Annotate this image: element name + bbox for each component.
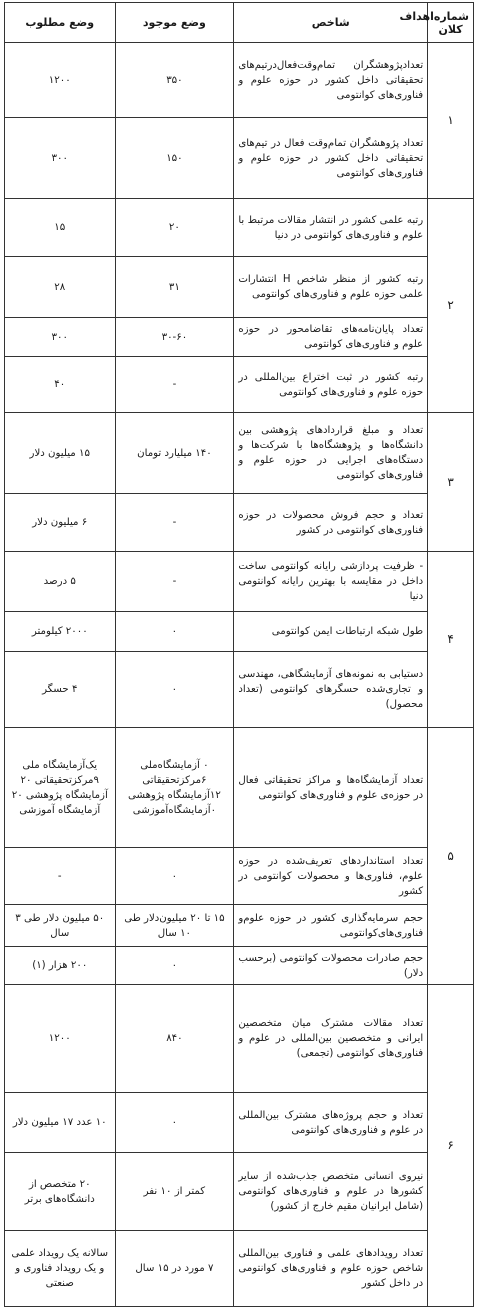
current-status-cell: - [115, 357, 234, 413]
indicator-cell: حجم صادرات محصولات کوانتومی (برحسب دلار) [234, 947, 428, 985]
current-status-cell: - [115, 552, 234, 612]
target-status-cell: ۵ درصد [5, 552, 116, 612]
current-status-cell: ۰ [115, 848, 234, 905]
current-status-cell: ۳۰-۶۰ [115, 318, 234, 357]
table-row [5, 199, 474, 257]
table-row [5, 43, 474, 118]
target-status-cell: ۲۸ [5, 257, 116, 318]
table-row [5, 118, 474, 199]
indicator-cell: تعداد پایان‌نامه‌های تقاضامحور در حوزه علوم و فناوری‌های کوانتومی [234, 318, 428, 357]
table-row [5, 985, 474, 1093]
table-row [5, 947, 474, 985]
target-status-cell: یک‌آزمایشگاه ملی ۹مرکزتحقیقاتی ۲۰ آزمایشگاه پژوهشی ۲۰ آزمایشگاه آموزشی [5, 728, 116, 848]
table-row [5, 318, 474, 357]
table-row [5, 357, 474, 413]
current-status-cell: ۰ آزمایشگاه‌ملی ۶مرکزتحقیقاتی ۱۲آزمایشگاه پژوهشی ۰آزمایشگاه‌آموزشی [115, 728, 234, 848]
header-indicator: شاخص [234, 3, 428, 43]
target-status-cell: ۳۰۰ [5, 318, 116, 357]
current-status-cell: ۰ [115, 612, 234, 652]
target-status-cell: ۳۰۰ [5, 118, 116, 199]
indicator-cell: تعداد استانداردهای تعریف‌شده در حوزه علوم، فناوری‌ها و محصولات کوانتومی در کشور [234, 848, 428, 905]
current-status-cell: ۸۴۰ [115, 985, 234, 1093]
indicator-cell: تعداد و حجم پروژه‌های مشترک بین‌المللی در علوم و فناوری‌های کوانتومی [234, 1093, 428, 1153]
target-status-cell: سالانه یک رویداد علمی و یک رویداد فناوری و صنعتی [5, 1231, 116, 1307]
goals-indicators-table [4, 2, 474, 1307]
goal-number: ۴ [428, 552, 474, 728]
current-status-cell: کمتر از ۱۰ نفر [115, 1153, 234, 1231]
header-row [5, 3, 474, 43]
table-row [5, 905, 474, 947]
table-row [5, 728, 474, 848]
target-status-cell: ۶ میلیون دلار [5, 494, 116, 552]
goal-number: ۲ [428, 199, 474, 413]
indicator-cell: رتبه کشور از منظر شاخص H انتشارات علمی حوزه علوم و فناوری‌های کوانتومی [234, 257, 428, 318]
current-status-cell: ۱۵ تا ۲۰ میلیون‌دلار طی ۱۰ سال [115, 905, 234, 947]
table-row [5, 612, 474, 652]
table-row [5, 413, 474, 494]
table-row [5, 1153, 474, 1231]
goal-number: ۱ [428, 43, 474, 199]
indicator-cell: دستیابی به نمونه‌های آزمایشگاهی، مهندسی و تجاری‌شده حسگرهای کوانتومی (تعداد محصول) [234, 652, 428, 728]
indicator-cell: تعداد و حجم فروش محصولات در حوزه فناوری‌های کوانتومی در کشور [234, 494, 428, 552]
table-row [5, 1093, 474, 1153]
indicator-cell: طول شبکه ارتباطات ایمن کوانتومی [234, 612, 428, 652]
current-status-cell: ۰ [115, 947, 234, 985]
table-row [5, 552, 474, 612]
table-row [5, 848, 474, 905]
indicator-cell: رتبه علمی کشور در انتشار مقالات مرتبط با علوم و فناوری‌های کوانتومی در دنیا [234, 199, 428, 257]
current-status-cell: ۱۴۰ میلیارد تومان [115, 413, 234, 494]
indicator-cell: رتبه کشور در ثبت اختراع بین‌المللی در حوزه علوم و فناوری‌های کوانتومی [234, 357, 428, 413]
header-goal-number: شماره‌اهداف کلان [428, 3, 474, 43]
table-row [5, 257, 474, 318]
current-status-cell: ۲۰ [115, 199, 234, 257]
current-status-cell: ۷ مورد در ۱۵ سال [115, 1231, 234, 1307]
target-status-cell: ۲۰۰ هزار (۱) [5, 947, 116, 985]
target-status-cell: ۱۲۰۰ [5, 43, 116, 118]
target-status-cell: ۱۵ میلیون دلار [5, 413, 116, 494]
goal-number: ۳ [428, 413, 474, 552]
indicator-cell: نیروی انسانی متخصص جذب‌شده از سایر کشورها در علوم و فناوری‌های کوانتومی (شامل ایرانیان مقیم خارج از کشور) [234, 1153, 428, 1231]
goal-number: ۶ [428, 985, 474, 1307]
target-status-cell: ۵۰ میلیون دلار طی ۳ سال [5, 905, 116, 947]
indicator-cell: تعداد آزمایشگاه‌ها و مراکز تحقیقاتی فعال در حوزه‌ی علوم و فناوری‌های کوانتومی [234, 728, 428, 848]
goal-number: ۵ [428, 728, 474, 985]
goals-indicators-table-page [4, 2, 474, 1289]
target-status-cell: - [5, 848, 116, 905]
current-status-cell: ۰ [115, 652, 234, 728]
indicator-cell: تعدادپژوهشگران تمام‌وقت‌فعال‌درتیم‌های تحقیقاتی داخل کشور در حوزه علوم و فناوری‌های کوانتومی [234, 43, 428, 118]
current-status-cell: ۰ [115, 1093, 234, 1153]
current-status-cell: ۳۱ [115, 257, 234, 318]
current-status-cell: ۳۵۰ [115, 43, 234, 118]
table-row [5, 1231, 474, 1307]
table-row [5, 494, 474, 552]
target-status-cell: ۱۵ [5, 199, 116, 257]
current-status-cell: ۱۵۰ [115, 118, 234, 199]
table-row [5, 652, 474, 728]
indicator-cell: حجم سرمایه‌گذاری کشور در حوزه علوم‌و فناوری‌های‌کوانتومی [234, 905, 428, 947]
target-status-cell: ۱۲۰۰ [5, 985, 116, 1093]
target-status-cell: ۱۰ عدد ۱۷ میلیون دلار [5, 1093, 116, 1153]
indicator-cell: تعداد مقالات مشترک میان متخصصین ایرانی و متخصصین بین‌المللی در علوم و فناوری‌های کوانتومی (تجمعی) [234, 985, 428, 1093]
target-status-cell: ۴۰ [5, 357, 116, 413]
current-status-cell: - [115, 494, 234, 552]
indicator-cell: تعداد رویدادهای علمی و فناوری بین‌المللی شاخص حوزه علوم و فناوری‌های کوانتومی در داخل کشور [234, 1231, 428, 1307]
target-status-cell: ۴ حسگر [5, 652, 116, 728]
target-status-cell: ۲۰۰۰ کیلومتر [5, 612, 116, 652]
indicator-cell: تعداد و مبلغ قراردادهای پژوهشی بین دانشگاه‌ها و پژوهشگاه‌ها با شرکت‌ها و دستگاه‌های اجرایی در حوزه علوم و فناوری‌های کوانتومی [234, 413, 428, 494]
indicator-cell: - ظرفیت پردازشی رایانه کوانتومی ساخت داخل در مقایسه با بهترین رایانه کوانتومی دنیا [234, 552, 428, 612]
header-current-status: وضع موجود [115, 3, 234, 43]
target-status-cell: ۲۰ متخصص از دانشگاه‌های برتر [5, 1153, 116, 1231]
indicator-cell: تعداد پژوهشگران تمام‌وقت فعال در تیم‌های تحقیقاتی داخل کشور در حوزه علوم و فناوری‌های کوانتومی [234, 118, 428, 199]
header-target-status: وضع مطلوب [5, 3, 116, 43]
